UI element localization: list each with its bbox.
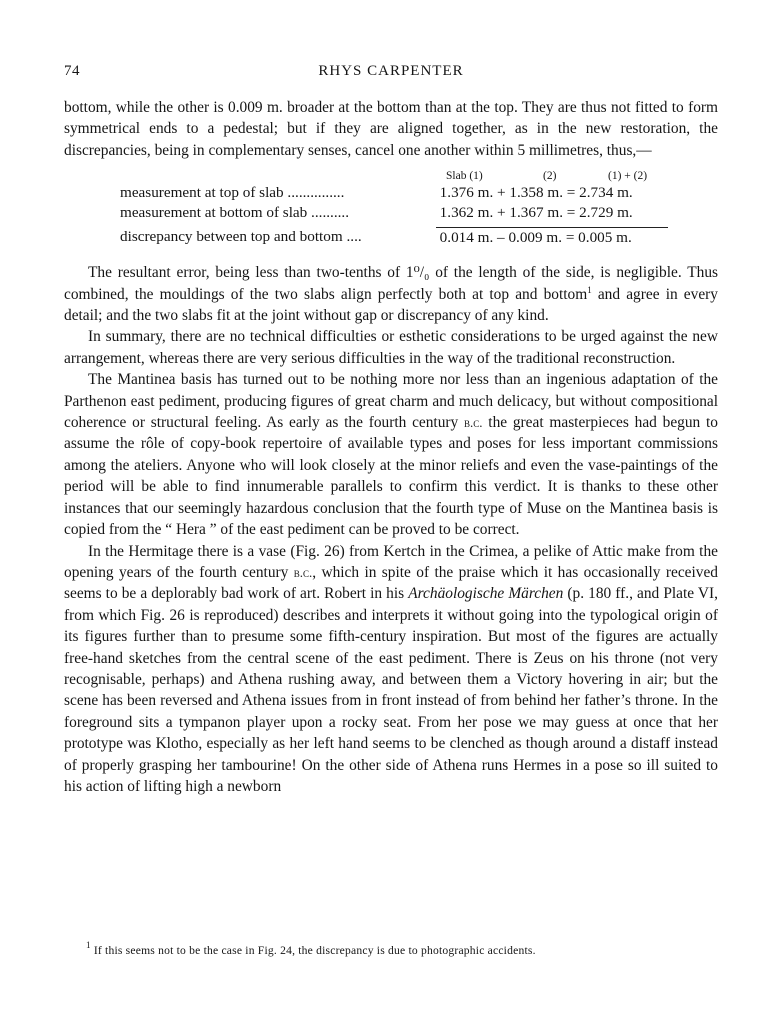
book-title: Archäologische Märchen [408,585,564,603]
running-title: RHYS CARPENTER [318,63,464,79]
col-slab2: (2) [543,170,557,183]
paragraph-2: The resultant error, being less than two-tenths of 1⁰/₀ of the length of the side, is negligible. Thus combined, the mouldings of the two slabs align perfectly both at top and bottom$^1$ and agree in every detail; and the two slabs fit at the joint without gap or discrepancy of any kind. [64,264,718,325]
row-label: discrepancy between top and bottom .... [120,228,362,246]
paragraph-3: In summary, there are no technical difficulties or esthetic considerations to be urged against the new arrangement, whereas there are very serious difficulties in the way of the traditional reconstruction. [64,328,718,367]
row-value: 1.362 m. + 1.367 m. = 2.729 m. [439,204,633,222]
col-slab1: Slab (1) [446,170,483,183]
footnote-text: If this seems not to be the case in Fig. 24, the discrepancy is due to photographic accidents. [93,944,536,957]
page-header [64,63,718,85]
table-row [120,203,668,223]
body-text [64,97,718,797]
measurement-table [120,169,668,248]
page-number: 74 [64,63,80,79]
table-header [120,169,668,183]
paragraph-4: The Mantinea basis has turned out to be nothing more nor less than an ingenious adaptation of the Parthenon east pediment, producing figures of great charm and much delicacy, but without compositional coherence or structural feeling. As early as the fourth century b.c. the great masterpieces had begun to assume the rôle of copy-book repertoire of available types and poses for less important commissions among the ateliers. Anyone who will look closely at the minor reliefs and even the vase-paintings of the period will be able to find innumerable parallels to confirm this verdict. It is thanks to these other instances that our seemingly hazardous conclusion that the fourth type of Muse on the Mantinea basis is copied from the “ Hera ” of the east pediment can be proved to be correct. [64,371,718,539]
col-sum: (1) + (2) [608,170,648,183]
row-label: measurement at top of slab ............... [120,184,345,202]
row-value: 1.376 m. + 1.358 m. = 2.734 m. [439,184,633,202]
row-value: 0.014 m. – 0.009 m. = 0.005 m. [436,227,668,248]
footnote-mark: 1 [86,940,91,950]
footnote-ref: 1 [587,284,592,295]
paragraph-1: bottom, while the other is 0.009 m. broader at the bottom than at the top. They are thus not fitted to form symmetrical ends to a pedestal; but if they are aligned together, as in the new restoration, the discrepancies, being in complementary senses, cancel one another within 5 millimetres, thus,— [64,99,718,159]
row-label: measurement at bottom of slab .......... [120,204,350,222]
table-row [120,227,668,248]
paragraph-5: In the Hermitage there is a vase (Fig. 26) from Kertch in the Crimea, a pelike of Attic make from the opening years of the fourth century b.c., which in spite of the praise which it has occasionally received seems to be a deplorably bad work of art. Robert in his Archäologische Märchen (p. 180 ff., and Plate VI, from which Fig. 26 is reproduced) describes and interprets it without going into the typological origin of its figures further than to presume some fifth-century inspiration. But most of the figures are actually free-hand sketches from the central scene of the east pediment. There is Zeus on his throne (not very recognisable, perhaps) and Athena rushing away, and between them a Victory hovering in air; but the scene has been reversed and Athena issues from in front instead of from behind her father’s throne. In the foreground sits a tympanon player upon a rocky seat. From her pose we may guess at once that her prototype was Klotho, especially as her left hand seems to be clenched as though around a distaff instead of properly grasping her tambourine! On the other side of Athena runs Hermes in a pose so ill suited to his action of lifting high a newborn [64,542,718,795]
footnote [86,940,718,959]
table-row [120,183,668,203]
